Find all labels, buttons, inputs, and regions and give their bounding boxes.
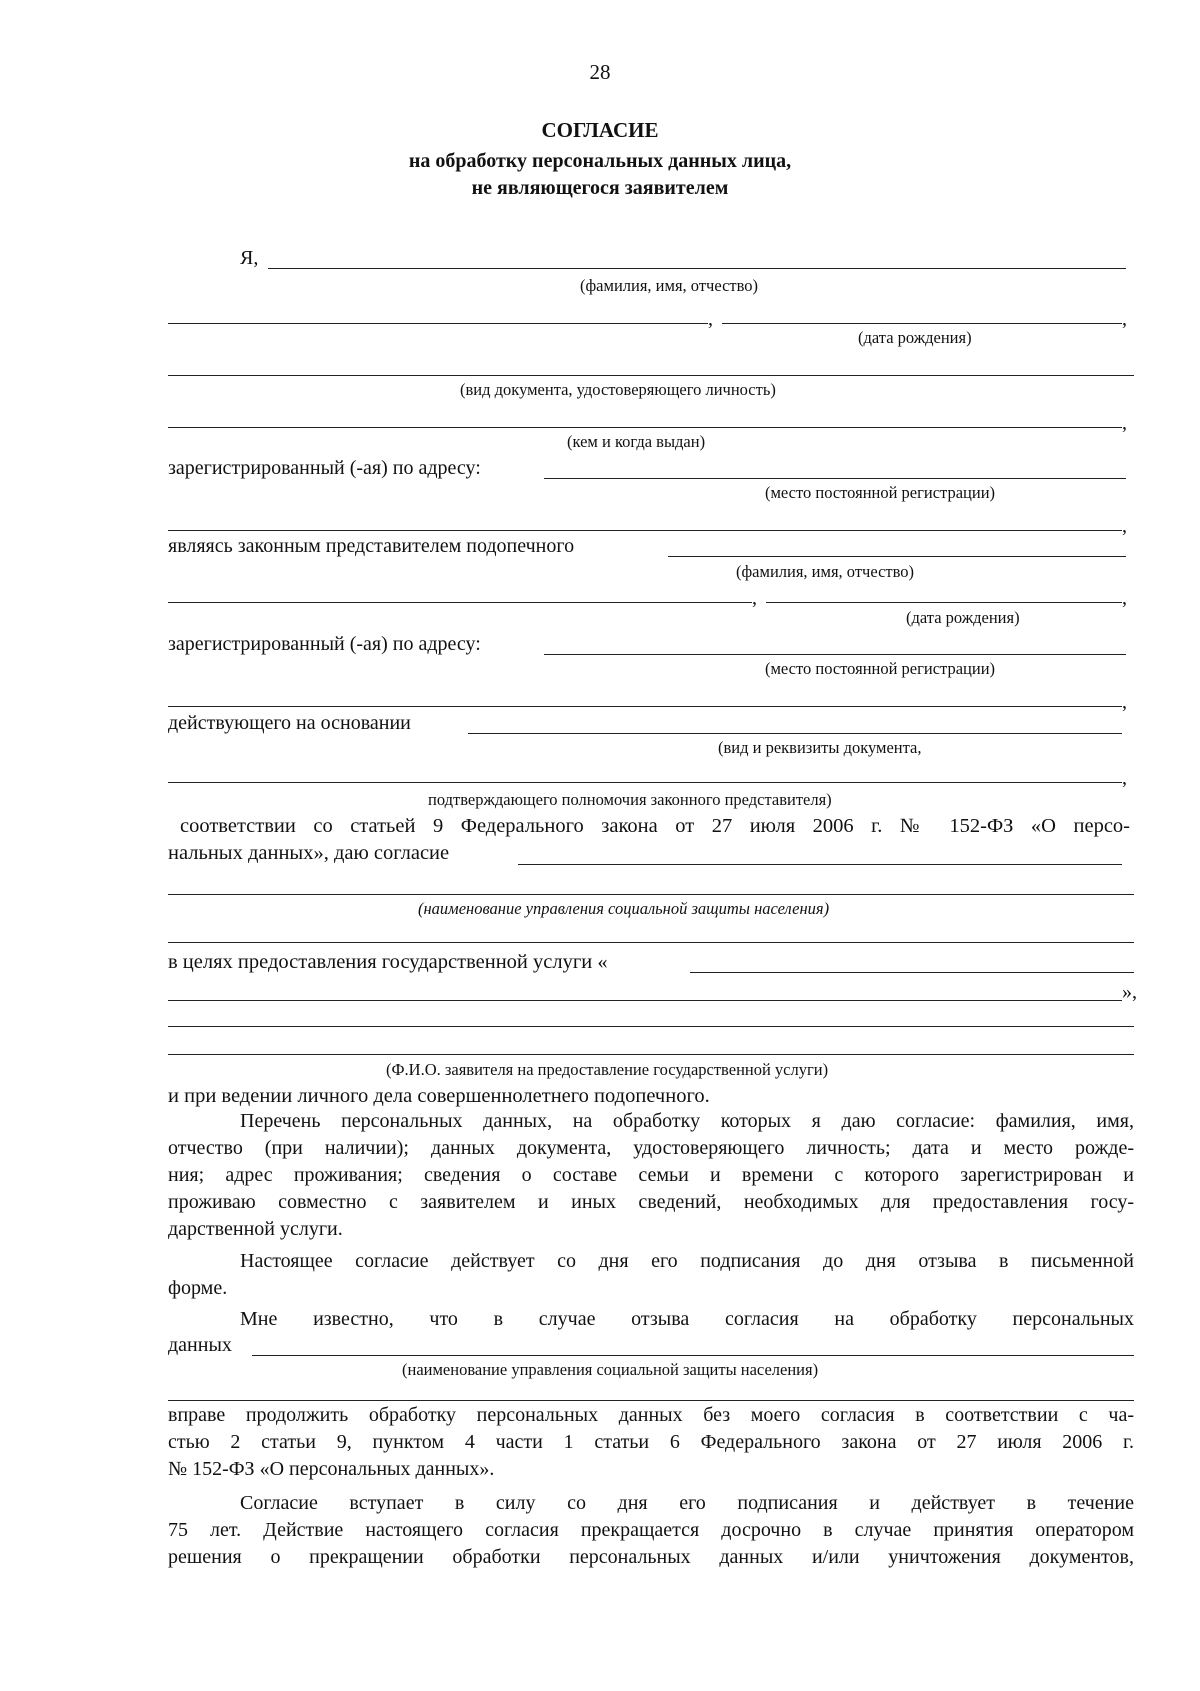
registration-address-line[interactable] <box>544 478 1126 479</box>
birth-date-line[interactable] <box>722 323 1122 324</box>
paragraph-line: Мне известно, что в случае отзыва согласия на обработку персональных <box>240 1308 1134 1330</box>
comma: , <box>1122 515 1127 537</box>
doc-subtitle-1: на обработку персональных данных лица, <box>408 150 792 172</box>
org-name-line-2[interactable] <box>168 894 1134 895</box>
consent-text-line-1: соответствии со статьей 9 Федерального закона от 27 июля 2006 г. № 152-ФЗ «О персо- <box>180 815 1130 837</box>
comma: , <box>1122 308 1127 330</box>
ward-birth-date-line[interactable] <box>766 602 1122 603</box>
caption-org-name: (наименование управления социальной защиты населения) <box>418 899 830 918</box>
caption-fio: (фамилия, имя, отчество) <box>580 276 759 295</box>
doc-subtitle-2: не являющегося заявителем <box>471 177 729 199</box>
label-registered: зарегистрированный (-ая) по адресу: <box>168 457 481 479</box>
applicant-line-1[interactable] <box>168 1026 1134 1027</box>
label-acting-basis: действующего на основании <box>168 712 411 734</box>
caption-applicant: (Ф.И.О. заявителя на предоставление государственной услуги) <box>386 1060 829 1079</box>
paragraph-term <box>168 1490 1134 1571</box>
org-name-line-3[interactable] <box>168 942 1134 943</box>
caption-ward-registration: (место постоянной регистрации) <box>765 659 996 678</box>
paragraph-line: 75 лет. Действие настоящего согласия прекращается досрочно в случае принятия оператором <box>168 1519 1134 1541</box>
caption-basis-2: подтверждающего полномочия законного представителя) <box>428 790 832 809</box>
revoke-org-line-2[interactable] <box>168 1400 1134 1401</box>
consent-text-line-2: нальных данных», даю согласие <box>168 842 450 864</box>
doc-title: СОГЛАСИЕ <box>541 118 659 142</box>
comma: , <box>1122 587 1127 609</box>
caption-basis-1: (вид и реквизиты документа, <box>718 738 922 757</box>
close-quote: », <box>1122 981 1137 1003</box>
comma: , <box>1122 767 1127 789</box>
registration-address-line-2[interactable] <box>168 530 1122 531</box>
revoke-org-line[interactable] <box>252 1355 1134 1356</box>
paragraph-line: ния; адрес проживания; сведения о составе семьи и времени с которого зарегистрирован и <box>168 1164 1134 1186</box>
comma: , <box>1122 412 1127 434</box>
basis-document-line-2[interactable] <box>168 782 1122 783</box>
comma: , <box>1122 691 1127 713</box>
paragraph-line: Согласие вступает в силу со дня его подписания и действует в течение <box>240 1492 1134 1514</box>
label-data: данных <box>168 1334 232 1356</box>
label-purpose: в целях предоставления государственной услуги « <box>168 951 608 973</box>
paragraph-line: форме. <box>168 1277 228 1299</box>
org-name-line[interactable] <box>518 864 1122 865</box>
page-number: 28 <box>589 60 611 84</box>
caption-ward-fio: (фамилия, имя, отчество) <box>736 562 915 581</box>
fio-field-line[interactable] <box>268 268 1126 269</box>
caption-id-document: (вид документа, удостоверяющего личность) <box>460 380 776 399</box>
issued-by-line[interactable] <box>168 427 1122 428</box>
caption-org-name-2: (наименование управления социальной защиты населения) <box>402 1360 819 1379</box>
paragraph-line: стью 2 статьи 9, пунктом 4 части 1 статьи 6 Федерального закона от 27 июля 2006 г. <box>168 1431 1134 1453</box>
label-registered-2: зарегистрированный (-ая) по адресу: <box>168 633 481 655</box>
ward-fio-line[interactable] <box>668 556 1126 557</box>
service-name-line[interactable] <box>690 972 1134 973</box>
label-representative: являясь законным представителем подопечного <box>168 535 575 557</box>
paragraph-revoke <box>168 1306 1134 1333</box>
paragraph-line: проживаю совместно с заявителем и иных сведений, необходимых для предоставления госу- <box>168 1191 1134 1213</box>
label-ya: Я, <box>240 247 259 269</box>
paragraph-line: Настоящее согласие действует со дня его подписания до дня отзыва в письменной <box>240 1250 1134 1272</box>
fio-continuation-line[interactable] <box>168 323 708 324</box>
paragraph-line: отчество (при наличии); данных документа, удостоверяющего личность; дата и место рожде- <box>168 1137 1134 1159</box>
id-document-line[interactable] <box>168 375 1134 376</box>
paragraph-line: дарственной услуги. <box>168 1218 343 1240</box>
paragraph-data-list <box>168 1108 1134 1243</box>
service-name-line-2[interactable] <box>168 1000 1122 1001</box>
caption-issued-by: (кем и когда выдан) <box>567 432 706 451</box>
ward-fio-continuation-line[interactable] <box>168 602 752 603</box>
paragraph-line: № 152-ФЗ «О персональных данных». <box>168 1458 495 1480</box>
applicant-line-2[interactable] <box>168 1054 1134 1055</box>
basis-document-line[interactable] <box>468 733 1122 734</box>
paragraph-continue <box>168 1402 1134 1483</box>
comma: , <box>752 587 757 609</box>
paragraph-validity <box>168 1248 1134 1302</box>
caption-registration: (место постоянной регистрации) <box>765 483 996 502</box>
paragraph-line: вправе продолжить обработку персональных данных без моего согласия в соответствии с ча- <box>168 1404 1134 1426</box>
ward-registration-line-2[interactable] <box>168 706 1122 707</box>
ward-registration-line[interactable] <box>544 654 1126 655</box>
caption-ward-birth-date: (дата рождения) <box>906 608 1020 627</box>
paragraph-line: решения о прекращении обработки персональных данных и/или уничтожения документов, <box>168 1546 1134 1568</box>
caption-birth-date: (дата рождения) <box>858 328 972 347</box>
comma: , <box>708 308 713 330</box>
text-personal-case: и при ведении личного дела совершеннолетнего подопечного. <box>168 1085 710 1107</box>
paragraph-line: Перечень персональных данных, на обработку которых я даю согласие: фамилия, имя, <box>240 1110 1134 1132</box>
